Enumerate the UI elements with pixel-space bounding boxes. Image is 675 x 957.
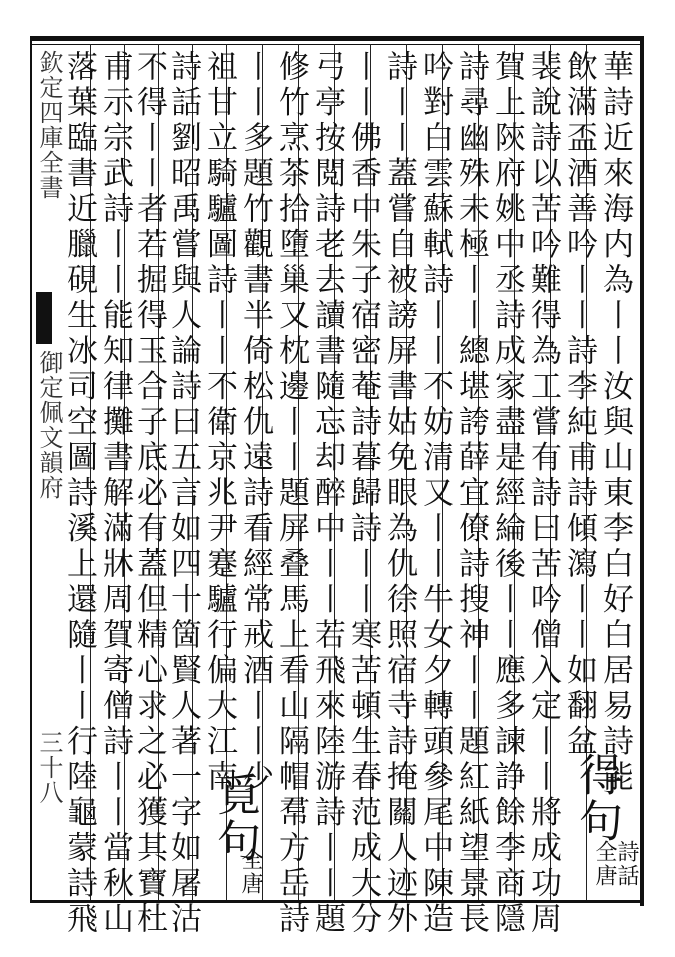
text-column-5: 詩尋幽殊未極丨丨總堪誇薛宜僚詩搜神丨丨題紅紙望景長 xyxy=(453,50,489,938)
source-category: 詩話 xyxy=(614,840,639,888)
text-column-12: 祖甘立騎驢圖詩丨丨不衛京兆尹蹇驢行偏大江南 xyxy=(201,50,237,796)
text-column-13: 詩話劉昭禹嘗與人論詩曰五言如四十箇賢人著一字如屠沽 xyxy=(165,50,201,938)
text-column-2: 飲滿盃酒善吟丨丨詩李純甫詩傾瀉丨丨如翻盆 xyxy=(561,50,597,760)
text-column-3: 裴說詩以苦吟難得為工嘗有詩曰苦吟僧入定丨丨將成功周 xyxy=(525,50,561,938)
frame-right-border xyxy=(640,36,644,906)
headword: 得句 xyxy=(571,752,622,844)
book-title: 欽定四庫全書 xyxy=(35,50,63,200)
text-column-7: 詩丨丨蓋嘗自被謗屏書姑免眼為仇徐照宿寺詩掩關人迹外 xyxy=(381,50,417,938)
source-author-2: 全唐 xyxy=(238,848,263,896)
headword-2: 覓句 xyxy=(209,772,260,864)
text-column-11: 丨丨多題竹觀書半倚松仇遠詩看經常戒酒丨丨少 xyxy=(237,50,273,796)
text-column-15: 甫示宗武詩丨丨能知律攤書解滿牀周賀寄僧詩丨丨當秋山 xyxy=(97,50,133,938)
text-column-9: 弓亭按閲詩老去讀書隨忘却醉中丨丨若飛來陸游詩丨丨題 xyxy=(309,50,345,938)
fishtail-mark xyxy=(36,292,52,344)
text-column-10: 修竹烹茶拾墮巢又枕邊丨丨題屏叠馬上看山隔帽帬方岳詩 xyxy=(273,50,309,938)
text-column-14: 不得丨丨者若掘得玉合子底必有蓋但精心求之必獲其寶杜 xyxy=(131,50,167,938)
frame-left-border xyxy=(30,36,32,902)
frame-top-border xyxy=(30,36,642,41)
text-column-16: 落葉臨書近臘硯生冰司空圖詩溪上還隨丨丨行陸龜蒙詩飛 xyxy=(61,50,97,938)
source-author: 全唐 xyxy=(592,840,617,888)
text-column-1: 華詩近來海内為丨丨汝與山東李白好白居易詩能 xyxy=(597,50,633,796)
text-column-6: 吟對白雲蘇軾詩丨丨不妨清又丨丨牛女夕轉頭參尾中陳造 xyxy=(417,50,453,938)
text-column-8: 丨丨佛香中朱子宿密菴詩暮歸詩丨丨寒苦頓生春范成大分 xyxy=(345,50,381,938)
page-number: 三十八 xyxy=(35,730,63,805)
text-column-4: 賀上陝府姚中丞詩成家盡是經綸後丨丨應多諫諍餘李商隱 xyxy=(489,50,525,938)
section-title: 御定佩文韻府 xyxy=(35,350,63,500)
